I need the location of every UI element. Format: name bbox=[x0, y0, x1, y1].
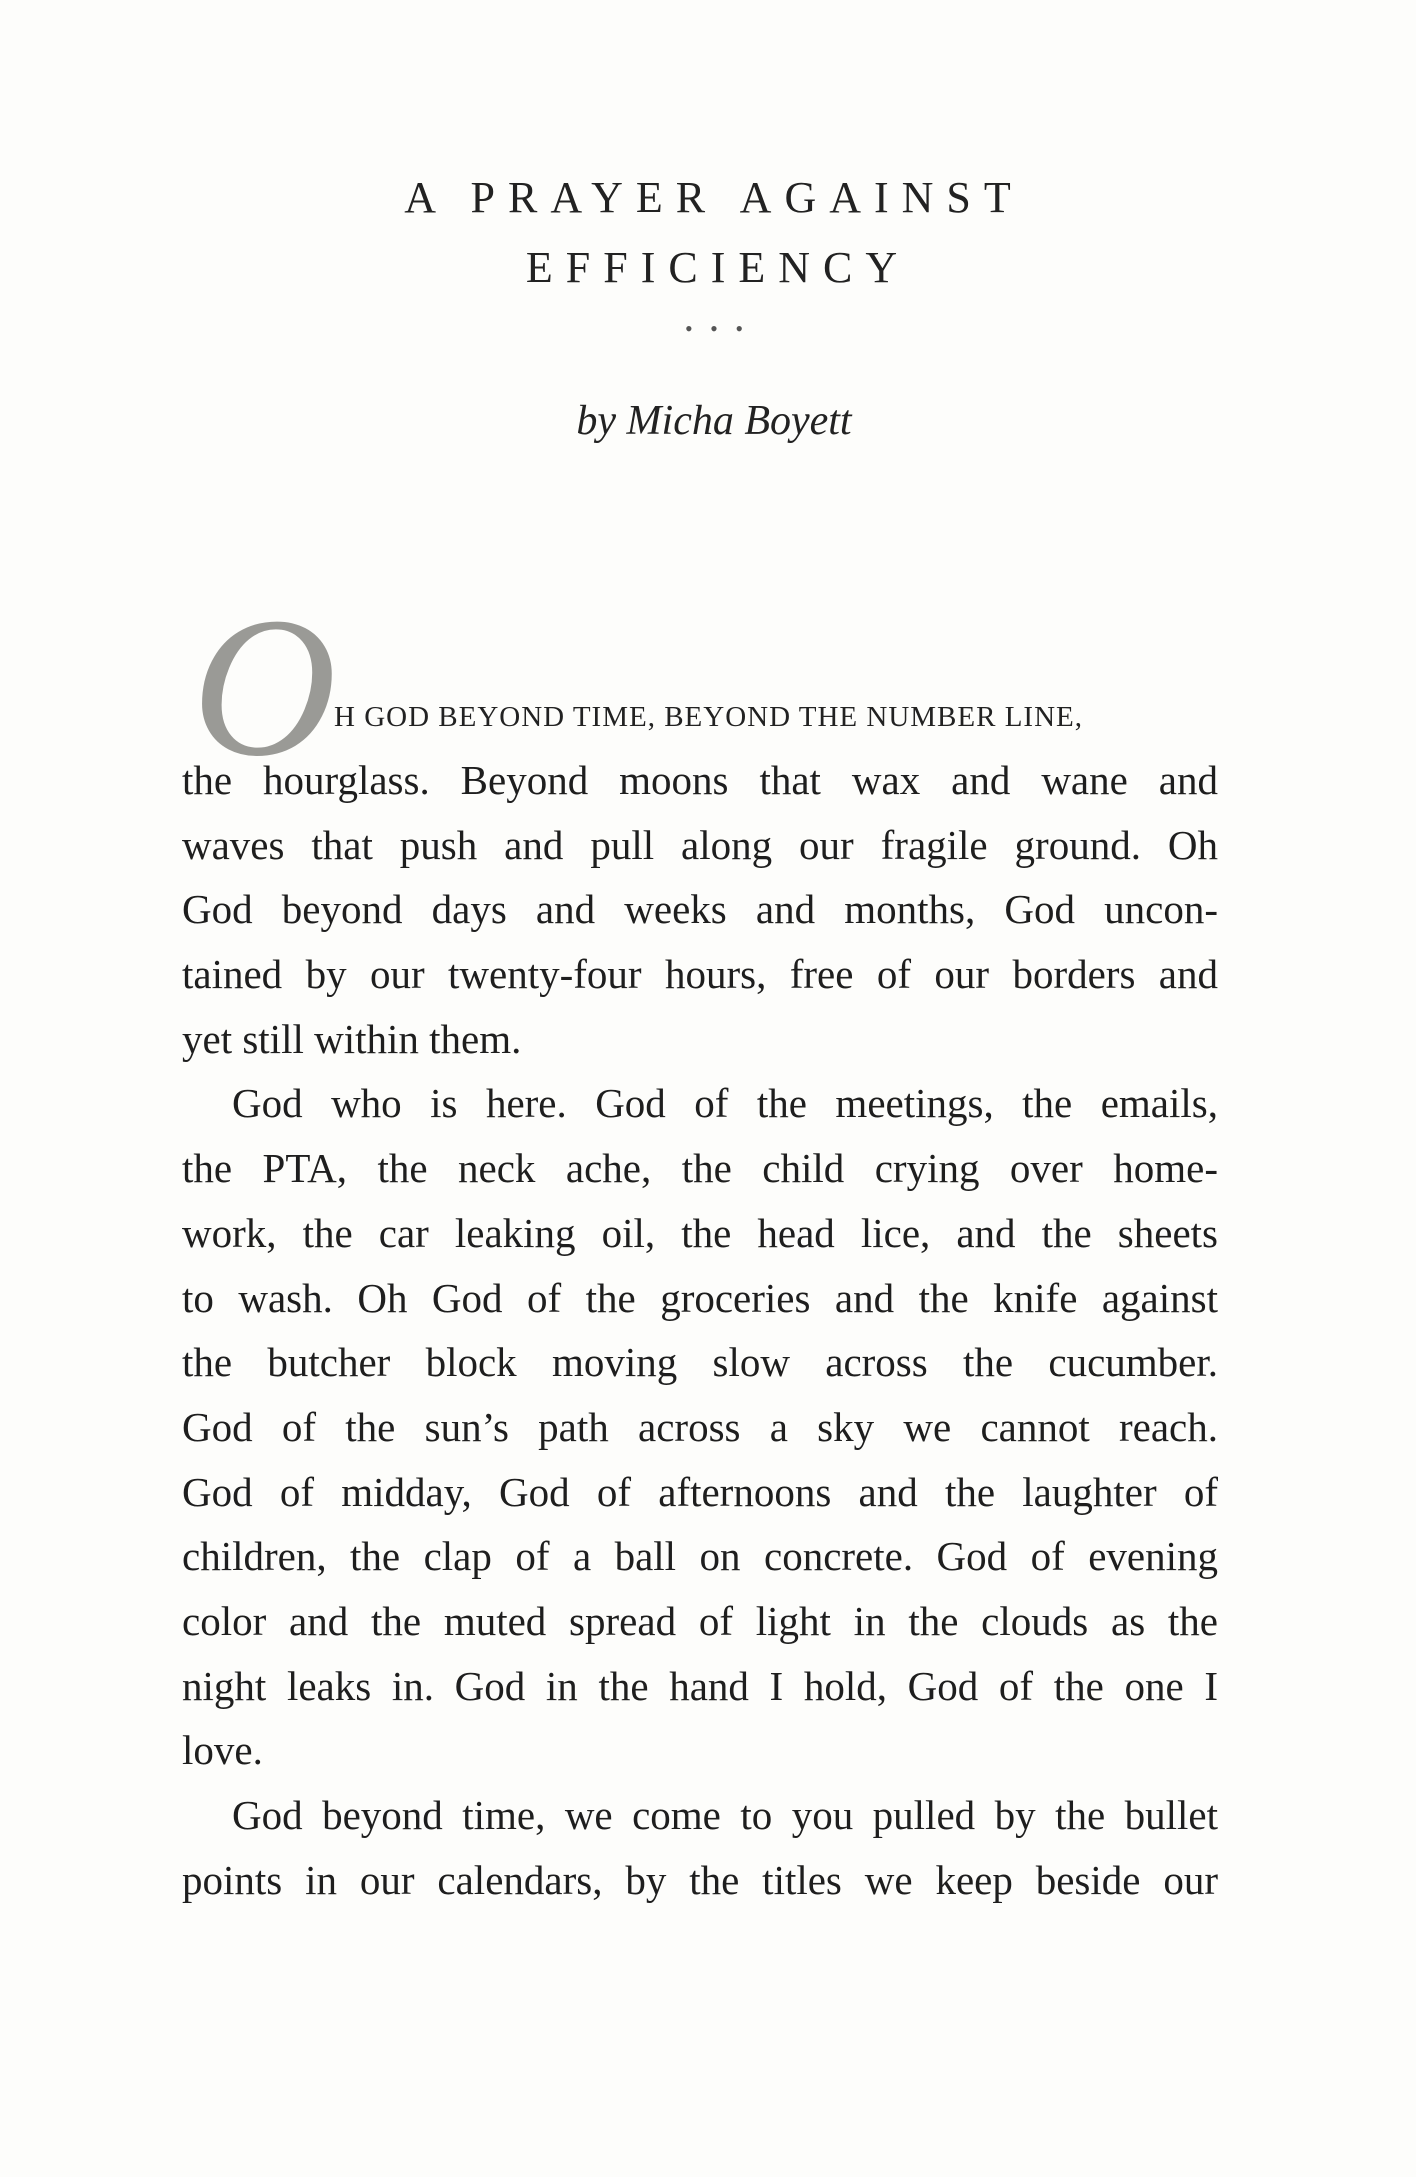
body-line: the hourglass. Beyond moons that wax and wane and bbox=[182, 757, 1218, 803]
body-line: to wash. Oh God of the groceries and the knife against bbox=[182, 1274, 1218, 1321]
body-line: God who is here. God of the meetings, the emails, bbox=[232, 1080, 1218, 1127]
opening-small-caps: H GOD BEYOND TIME, BEYOND THE NUMBER LINE, bbox=[334, 701, 1083, 733]
body-line: color and the muted spread of light in the clouds as the bbox=[182, 1597, 1218, 1644]
ornament-dots: • • • bbox=[684, 316, 750, 341]
body-line: God beyond time, we come to you pulled by the bullet bbox=[232, 1792, 1218, 1838]
body-line: God beyond days and weeks and months, God uncon- bbox=[182, 886, 1218, 933]
body-line: the PTA, the neck ache, the child crying over home- bbox=[182, 1145, 1218, 1192]
body-line: points in our calendars, by the titles we keep beside our bbox=[182, 1856, 1218, 1903]
body-line: waves that push and pull along our fragile ground. Oh bbox=[182, 821, 1218, 868]
drop-cap: O bbox=[192, 577, 337, 798]
title-line-1: A PRAYER AGAINST bbox=[404, 173, 1024, 222]
title-line-2: EFFICIENCY bbox=[525, 243, 911, 292]
body-line: children, the clap of a ball on concrete. God of evening bbox=[182, 1533, 1218, 1580]
body-line: love. bbox=[182, 1727, 263, 1774]
body-line: God of midday, God of afternoons and the laughter of bbox=[182, 1468, 1218, 1515]
body-line: work, the car leaking oil, the head lice, and the sheets bbox=[182, 1209, 1218, 1256]
body-text bbox=[182, 748, 1218, 1912]
body-line: God of the sun’s path across a sky we cannot reach. bbox=[182, 1403, 1218, 1450]
body-line: the butcher block moving slow across the cucumber. bbox=[182, 1339, 1218, 1386]
body-line: night leaks in. God in the hand I hold, God of the one I bbox=[182, 1662, 1218, 1709]
byline: by Micha Boyett bbox=[576, 398, 852, 444]
body-line: yet still within them. bbox=[182, 1015, 522, 1062]
body-line: tained by our twenty-four hours, free of our borders and bbox=[182, 951, 1218, 998]
